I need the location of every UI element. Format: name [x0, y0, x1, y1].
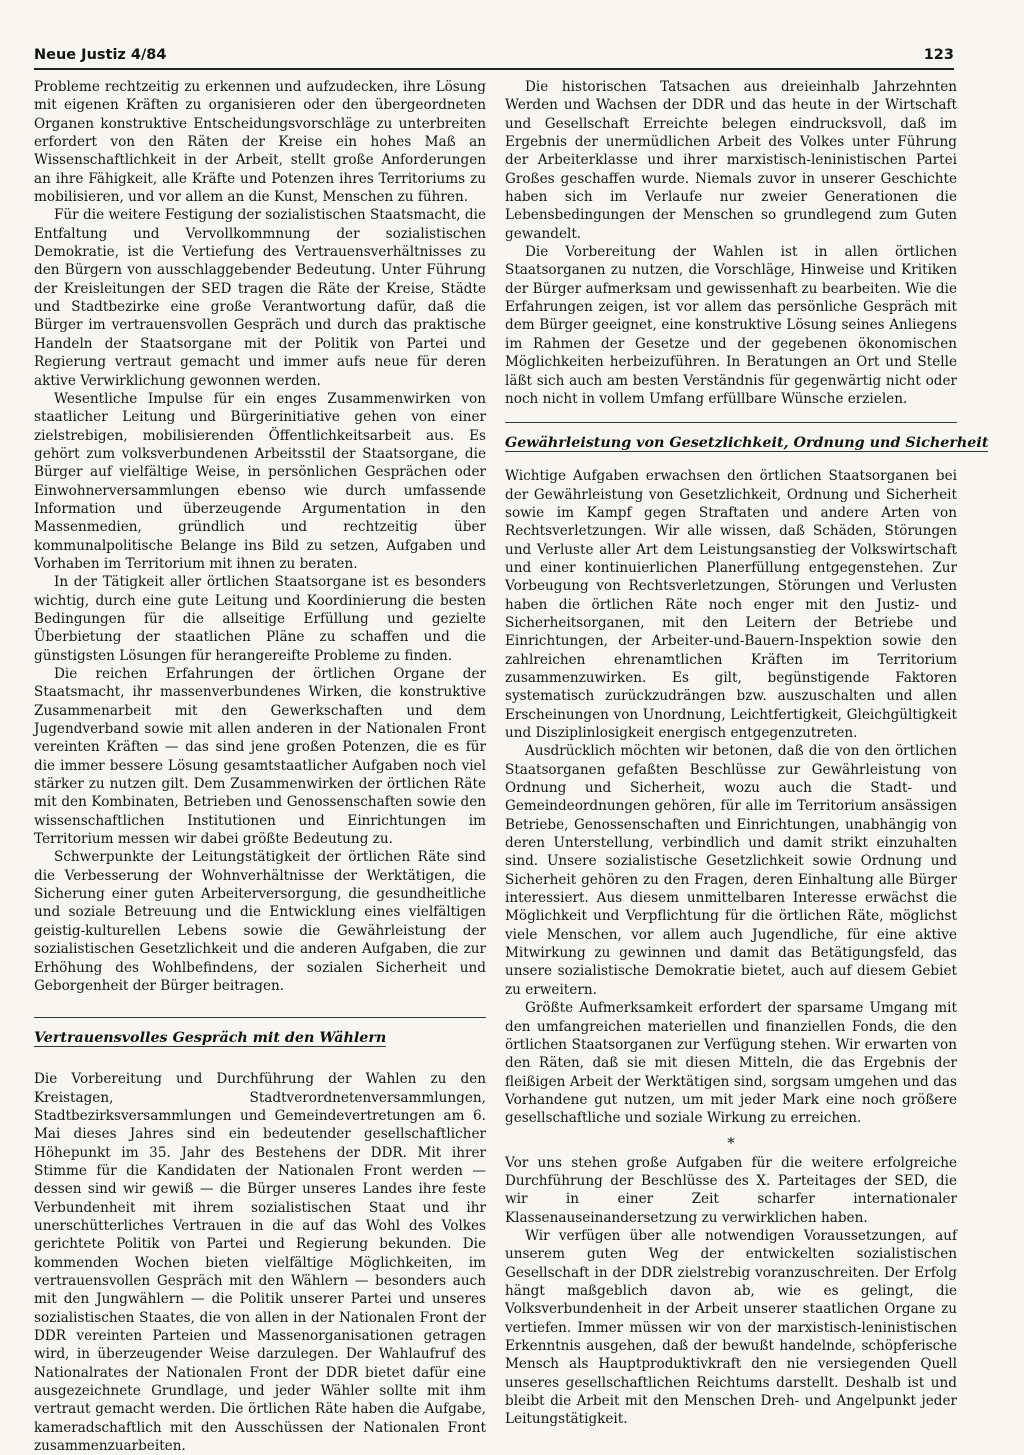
- spacer: [34, 1054, 486, 1070]
- section-heading: [505, 433, 989, 453]
- paragraph: Die Vorbereitung der Wahlen ist in allen örtlichen Staatsorganen zu nutzen, die Vorschläge, Hinweise und Kritiken der Bürger aufmerksam und gewissenhaft zu bearbeiten. Wie die Erfahrungen zeigen, ist vor allem das persönliche Gespräch mit dem Bürger geeignet, eine konstruktive Lösung seines Anliegens im Rahmen der Gesetze und der gegebenen ökonomischen Möglichkeiten herbeizuführen. In Beratungen an Ort und Stelle läßt sich auch am besten Verständnis für gegenwärtig nicht oder noch nicht in vollem Umfang erfüllbare Wünsche erzielen.: [505, 244, 957, 407]
- page-number: 123: [923, 47, 954, 63]
- paragraph: Für die weitere Festigung der sozialistischen Staatsmacht, die Entfaltung und Vervollkommnung der sozialistischen Demokratie, ist die Vertiefung des Vertrauensverhältnisses zu den Bürgern von ausschlaggebender Bedeutung. Unter Führung der Kreisleitungen der SED tragen die Räte der Kreise, Städte und Stadtbezirke eine große Verantwortung dafür, daß die Bürger im vertrauensvollen Gespräch und durch das praktische Handeln der Staatsorgane mit der Politik von Partei und Regierung vertraut gemacht und immer aufs neue für deren aktive Verwirklichung gewonnen werden.: [34, 207, 486, 389]
- left-column: [34, 78, 486, 1455]
- section-heading: [34, 1028, 486, 1048]
- section-heading-text: Gewährleistung von Gesetzlichkeit, Ordnung und Sicherheit: [505, 435, 989, 452]
- journal-issue: Neue Justiz 4/84: [34, 47, 167, 63]
- paragraph: Wesentliche Impulse für ein enges Zusammenwirken von staatlicher Leitung und Bürgerinitiative gehen von einer zielstrebigen, mobilisierenden Öffentlichkeitsarbeit aus. Es gehört zum volksverbundenen Arbeitsstil der Staatsorgane, die Bürger auf vielfältige Weise, in persönlichen Gesprächen oder Einwohnerversammlungen ebenso wie durch umfassende Information und überzeugende Argumentation in den Massenmedien, gründlich und rechtzeitig über kommunalpolitische Belange ins Bild zu setzen, Aufgaben und Vorhaben im Territorium mit ihnen zu beraten.: [34, 390, 486, 572]
- section-rule: [505, 422, 957, 423]
- section-heading-text: Vertrauensvolles Gespräch mit den Wählern: [34, 1030, 387, 1047]
- right-column: [505, 78, 989, 1429]
- paragraph: Die Vorbereitung und Durchführung der Wahlen zu den Kreistagen, Stadtverordnetenversammlungen, Stadtbezirksversammlungen und Gemeindevertretungen am 6. Mai dieses Jahres sind ein bedeutender gesellschaftlicher Höhepunkt im 35. Jahr des Bestehens der DDR. Mit ihrer Stimme für die Kandidaten der Nationalen Front werden — dessen sind wir gewiß — die Bürger unseres Landes ihre feste Verbundenheit mit ihrem sozialistischen Staat und ihr unerschütterliches Vertrauen in die auf das Wohl des Volkes gerichtete Politik von Partei und Regierung bekunden. Die kommenden Wochen bieten vielfältige Möglichkeiten, im vertrauensvollen Gespräch mit den Wählern — besonders auch mit den Jungwählern — die Politik unserer Partei und unseres sozialistischen Staates, die von allen in der Nationalen Front der DDR vereinten Parteien und Massenorganisationen getragen wird, in überzeugender Weise darzulegen. Der Wahlaufruf des Nationalrates der Nationalen Front der DDR bietet dafür eine ausgezeichnete Grundlage, und jeder Wähler sollte mit ihm vertraut gemacht werden. Die örtlichen Räte haben die Aufgabe, kameradschaftlich mit den Ausschüssen der Nationalen Front zusammenzuarbeiten.: [34, 1071, 486, 1455]
- paragraph: Probleme rechtzeitig zu erkennen und aufzudecken, ihre Lösung mit eigenen Kräften zu organisieren oder den übergeordneten Organen konstruktive Entscheidungsvorschläge zu unterbreiten erfordert von den Räten der Kreise ein hohes Maß an Wissenschaftlichkeit in der Arbeit, stellt große Anforderungen an ihre Fähigkeit, alle Kräfte und Potenzen ihres Territoriums zu mobilisieren, und vor allem an die Kunst, Menschen zu führen.: [34, 79, 486, 206]
- paragraph: In der Tätigkeit aller örtlichen Staatsorgane ist es besonders wichtig, durch eine gute Leitung und Koordinierung die besten Bedingungen für die allseitige Erfüllung und gezielte Überbietung der staatlichen Pläne zu schaffen und die günstigsten Lösungen für herangereifte Probleme zu finden.: [34, 574, 486, 664]
- paragraph: Größte Aufmerksamkeit erfordert der sparsame Umgang mit den umfangreichen materiellen und finanziellen Fonds, die den örtlichen Staatsorganen zur Verfügung stehen. Wir erwarten von den Räten, daß sie mit diesen Mitteln, die das Ergebnis der fleißigen Arbeit der Werktätigen sind, sorgsam umgehen und das Vorhandene gut nutzen, um mit jeder Mark eine noch größere gesellschaftliche und soziale Wirkung zu erreichen.: [505, 1000, 957, 1127]
- paragraph: Wir verfügen über alle notwendigen Voraussetzungen, auf unserem guten Weg der entwickelten sozialistischen Gesellschaft in der DDR zielstrebig voranzuschreiten. Der Erfolg hängt maßgeblich davon ab, wie es gelingt, die Volksverbundenheit in der Arbeit unserer staatlichen Organe zu vertiefen. Immer müssen wir von der marxistisch-leninistischen Erkenntnis ausgehen, daß der bewußt handelnde, schöpferische Mensch als Hauptproduktivkraft den nie versiegenden Quell unseres gesellschaftlichen Reichtums darstellt. Deshalb ist und bleibt die Arbeit mit den Menschen Dreh- und Angelpunkt jeder Leitungstätigkeit.: [505, 1227, 957, 1428]
- header-rule: [34, 68, 954, 70]
- paragraph: Schwerpunkte der Leitungstätigkeit der örtlichen Räte sind die Verbesserung der Wohnverhältnisse der Werktätigen, die Sicherung einer guten Arbeiterversorgung, die gesundheitliche und soziale Betreuung und die Entwicklung eines vielfältigen geistig-kulturellen Lebens sowie die Gewährleistung der sozialistischen Gesetzlichkeit und die anderen Aufgaben, die zur Erhöhung des Wohlbefindens, der sozialen Sicherheit und Geborgenheit der Bürger beitragen.: [34, 849, 486, 994]
- paragraph: Die reichen Erfahrungen der örtlichen Organe der Staatsmacht, ihr massenverbundenes Wirken, die konstruktive Zusammenarbeit mit den Gewerkschaften und dem Jugendverband sowie mit allen anderen in der Nationalen Front vereinten Kräften — das sind jene großen Potenzen, die es für die immer bessere Lösung gesamtstaatlicher Aufgaben noch viel stärker zu nutzen gilt. Dem Zusammenwirken der örtlichen Räte mit den Kombinaten, Betrieben und Genossenschaften sowie den wissenschaftlichen Institutionen und Einrichtungen im Territorium messen wir dabei größte Bedeutung zu.: [34, 666, 486, 848]
- paragraph: Die historischen Tatsachen aus dreieinhalb Jahrzehnten Werden und Wachsen der DDR und das heute in der Wirtschaft und Gesellschaft Erreichte belegen eindrucksvoll, daß im Ergebnis der unermüdlichen Arbeit des Volkes unter Führung der Arbeiterklasse und ihrer marxistisch-leninistischen Partei Großes geschaffen wurde. Niemals zuvor in unserer Geschichte haben sich im Verlaufe nur zweier Generationen die Lebensbedingungen der Menschen so grundlegend zum Guten gewandelt.: [505, 79, 957, 242]
- spacer: [505, 459, 957, 467]
- paragraph: Wichtige Aufgaben erwachsen den örtlichen Staatsorganen bei der Gewährleistung von Gesetzlichkeit, Ordnung und Sicherheit sowie im Kampf gegen Straftaten und andere Arten von Rechtsverletzungen. Wir alle wissen, daß Schäden, Störungen und Verluste aller Art dem Leistungsanstieg der Volkswirtschaft und einer kontinuierlichen Planerfüllung entgegenstehen. Zur Vorbeugung von Rechtsverletzungen, Störungen und Verlusten haben die örtlichen Räte noch enger mit den Justiz- und Sicherheitsorganen, mit den Leitern der Betriebe und Einrichtungen, der Arbeiter-und-Bauern-Inspektion sowie den zahlreichen ehrenamtlichen Kräften im Territorium zusammenzuwirken. Es gilt, begünstigende Faktoren systematisch zurückzudrängen bzw. auszuschalten und allen Erscheinungen von Unordnung, Leichtfertigkeit, Gleichgültigkeit und Disziplinlosigkeit energisch entgegenzutreten.: [505, 468, 957, 741]
- section-separator-asterisk: *: [727, 1133, 735, 1152]
- paragraph: Vor uns stehen große Aufgaben für die weitere erfolgreiche Durchführung der Beschlüsse des X. Parteitages der SED, die wir in einer Zeit scharfer internationaler Klassenauseinandersetzung zu verwirklichen haben.: [505, 1154, 957, 1226]
- running-header: [34, 47, 954, 67]
- section-rule: [34, 1017, 486, 1018]
- paragraph: Ausdrücklich möchten wir betonen, daß die von den örtlichen Staatsorganen gefaßten Beschlüsse zur Gewährleistung von Ordnung und Sicherheit, wozu auch die Stadt- und Gemeindeordnungen gehören, für alle im Territorium ansässigen Betriebe, Genossenschaften und Einrichtungen, unabhängig von deren Unterstellung, verbindlich und damit strikt einzuhalten sind. Unsere sozialistische Gesetzlichkeit sowie Ordnung und Sicherheit gehören zu den Fragen, deren Einhaltung alle Bürger interessiert. Aus diesem unmittelbaren Interesse erwächst die Möglichkeit und Verpflichtung für die örtlichen Räte, möglichst viele Menschen, vor allem auch Jugendliche, für eine aktive Mitwirkung zu gewinnen und damit das Betätigungsfeld, das unsere sozialistische Demokratie bietet, auch auf diesem Gebiet zu erweitern.: [505, 743, 957, 998]
